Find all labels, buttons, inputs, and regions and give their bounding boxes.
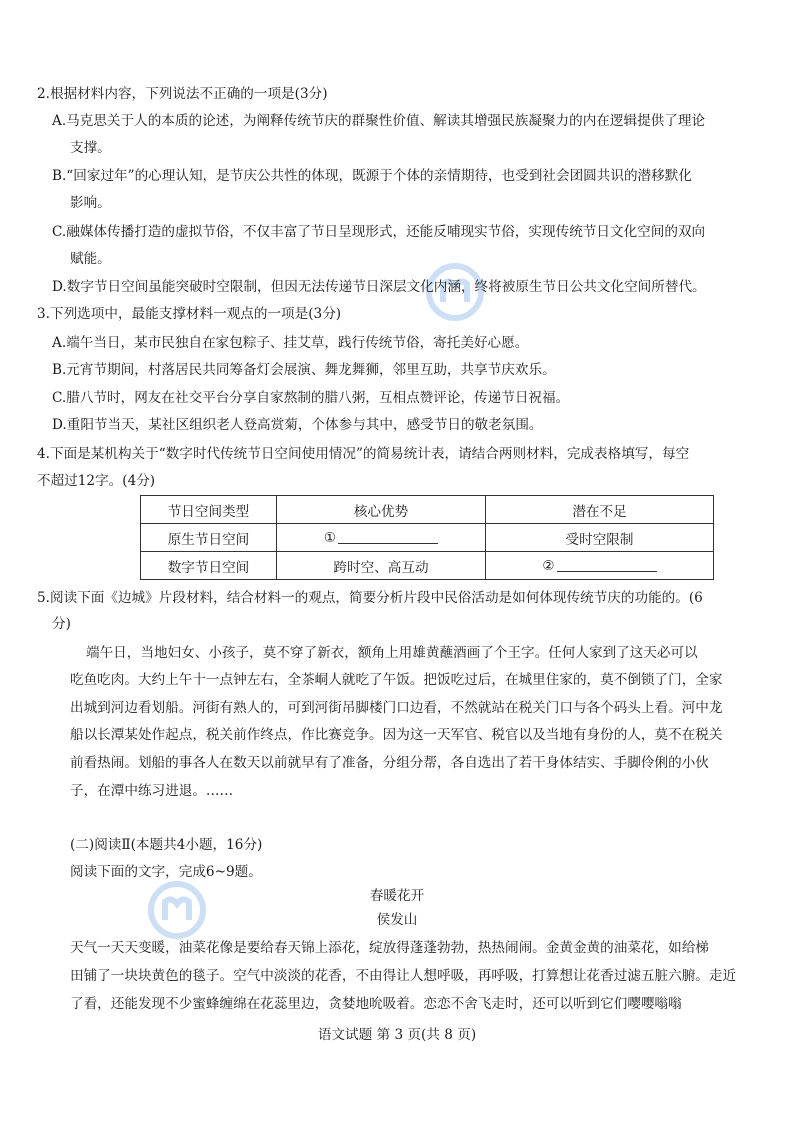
blank-number: ②: [542, 558, 555, 574]
q2-stem: 2.根据材料内容，下列说法不正确的一项是(3分): [37, 86, 328, 102]
article-line: 天气一天天变暖，油菜花像是要给春天锦上添花，绽放得蓬蓬勃勃，热热闹闹。金黄金黄的油菜花，如给梯: [70, 940, 709, 956]
passage-line: 吃鱼吃肉。大约上午十一点钟左右，全茶峒人就吃了午饭。把饭吃过后，在城里住家的，莫不倒锁了门，全家: [70, 672, 723, 688]
table-cell: 原生节日空间: [141, 524, 277, 552]
passage-line: 端午日，当地妇女、小孩子，莫不穿了新衣，额角上用雄黄蘸酒画了个王字。任何人家到了这天必可以: [86, 645, 698, 661]
passage-line: 前看热闹。划船的事各人在数天以前就早有了准备，分组分帮，各自选出了若干身体结实、手脚伶俐的小伙: [70, 755, 709, 771]
table-header-cell: 核心优势: [277, 496, 486, 524]
q2-option-c-cont: 赋能。: [70, 251, 111, 267]
article-line: 田铺了一块块黄色的毯子。空气中淡淡的花香，不由得让人想呼吸，再呼吸，打算想让花香过滤五脏六腑。走近: [70, 968, 737, 984]
passage-line: 出城到河边看划船。河街有熟人的，可到河街吊脚楼门口边看，不然就站在税关门口与各个码头上看。河中龙: [70, 700, 723, 716]
passage-line: 子，在潭中练习进退。……: [70, 783, 234, 799]
passage-line: 船以长潭某处作起点，税关前作终点，作比赛竞争。因为这一天军官、税官以及当地有身份的人，莫不在税关: [70, 727, 723, 743]
table-cell-blank-1[interactable]: [277, 524, 486, 552]
q3-option-d: D.重阳节当天，某社区组织老人登高赏菊，个体参与其中，感受节日的敬老氛围。: [52, 417, 543, 433]
section-instruction: 阅读下面的文字，完成6~9题。: [70, 864, 262, 880]
article-author: 侯发山: [376, 912, 418, 928]
q2-option-c: C.融媒体传播打造的虚拟节俗，不仅丰富了节日呈现形式，还能反哺现实节俗，实现传统节日文化空间的双向: [52, 224, 706, 240]
table-header-cell: 潜在不足: [486, 496, 714, 524]
table-cell-blank-2[interactable]: [486, 552, 714, 580]
table-cell: 数字节日空间: [141, 552, 277, 580]
q4-stem: 4.下面是某机构关于“数字时代传统节日空间使用情况”的简易统计表，请结合两则材料，完成表格填写，每空: [37, 446, 690, 462]
table-row: [141, 524, 714, 552]
table-cell: 受时空限制: [486, 524, 714, 552]
blank-number: ①: [323, 530, 337, 546]
section-header: (二)阅读Ⅱ(本题共4小题，16分): [70, 837, 263, 853]
q2-option-a-cont: 支撑。: [70, 140, 111, 156]
table-header-row: [141, 496, 714, 524]
q2-option-b-cont: 影响。: [70, 195, 111, 211]
article-title: 春暖花开: [369, 888, 425, 904]
page-footer: 语文试题 第 3 页(共 8 页): [317, 1027, 477, 1043]
q2-option-d: D.数字节日空间虽能突破时空限制，但因无法传递节日深层文化内涵，终将被原生节日公共文化空间所替代。: [52, 279, 706, 295]
blank-line: [557, 557, 657, 572]
q2-option-a: A.马克思关于人的本质的论述，为阐释传统节庆的群聚性价值、解读其增强民族凝聚力的内在逻辑提供了理论: [52, 113, 706, 129]
q5-stem-cont: 分): [52, 616, 71, 632]
blank-line: [338, 529, 438, 544]
table-header-cell: 节日空间类型: [141, 496, 277, 524]
q3-option-b: B.元宵节期间，村落居民共同筹备灯会展演、舞龙舞狮，邻里互助，共享节庆欢乐。: [52, 362, 556, 378]
table-row: [141, 552, 714, 580]
q3-option-a: A.端午当日，某市民独自在家包粽子、挂艾草，践行传统节俗，寄托美好心愿。: [52, 335, 529, 351]
q3-option-c: C.腊八节时，网友在社交平台分享自家熬制的腊八粥，互相点赞评论，传递节日祝福。: [52, 390, 570, 406]
q3-stem: 3.下列选项中，最能支撑材料一观点的一项是(3分): [37, 306, 342, 322]
stat-table: [140, 495, 714, 580]
table-cell: 跨时空、高互动: [277, 552, 486, 580]
article-line: 了看，还能发现不少蜜蜂缠绵在花蕊里边，贪婪地吮吸着。恋恋不舍飞走时，还可以听到它们嘤嘤嗡嗡: [70, 996, 682, 1012]
q5-stem: 5.阅读下面《边城》片段材料，结合材料一的观点，简要分析片段中民俗活动是如何体现传统节庆的功能的。(6: [37, 590, 703, 606]
q2-option-b: B.“回家过年”的心理认知，是节庆公共性的体现，既源于个体的亲情期待，也受到社会团圆共识的潜移默化: [52, 168, 692, 184]
q4-stem-cont: 不超过12字。(4分): [37, 473, 156, 489]
